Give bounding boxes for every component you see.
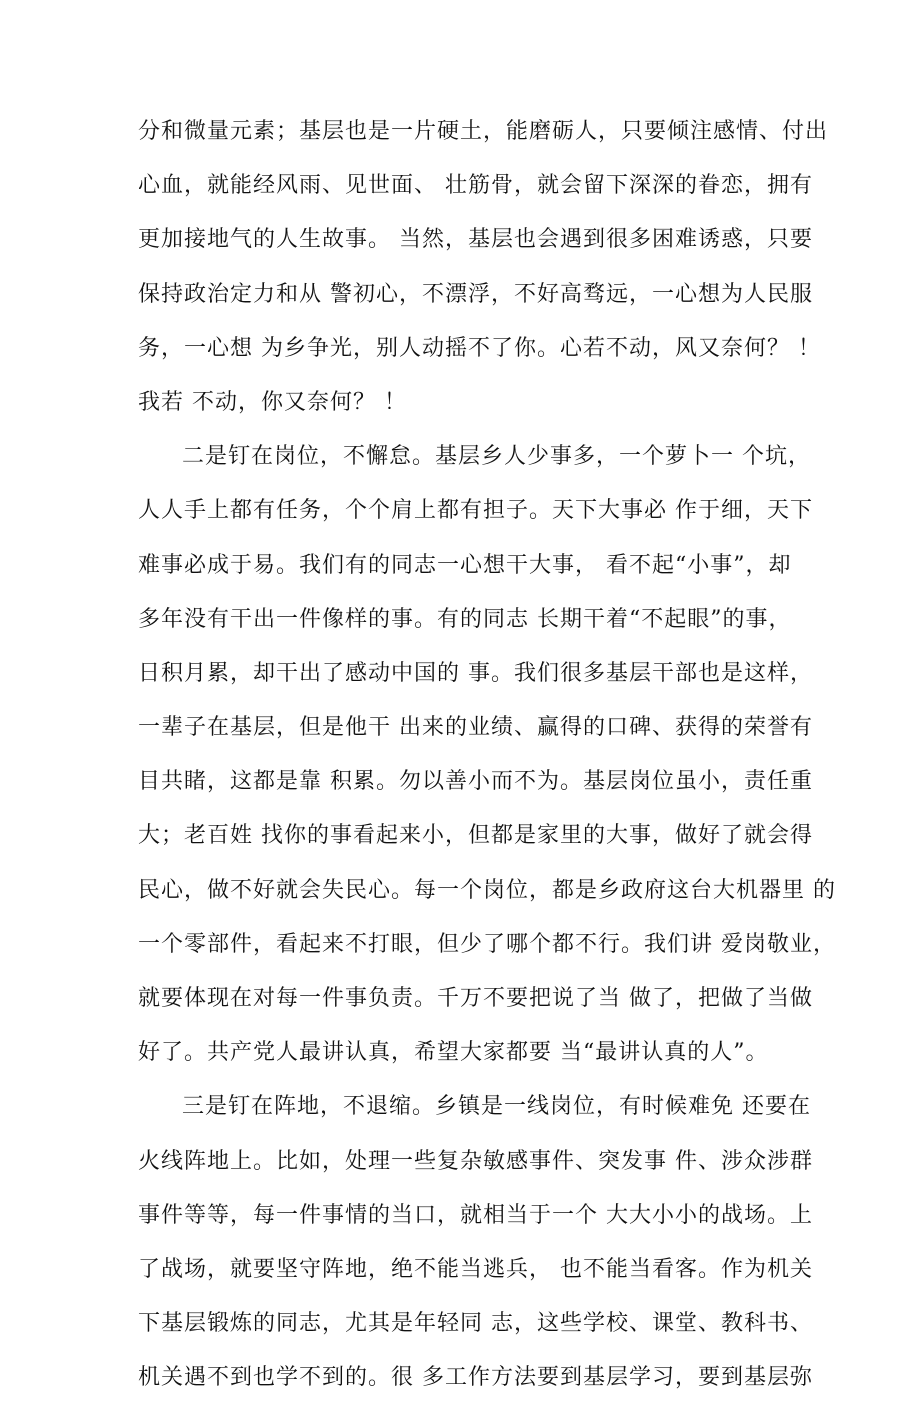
text-line: 日积月累，却干出了感动中国的 事。我们很多基层干部也是这样， <box>138 660 813 686</box>
text-line: 分和微量元素；基层也是一片硬土，能磨砺人，只要倾注感情、付出 <box>138 119 829 144</box>
text-line: 多年没有干出一件像样的事。有的同志 长期干着“不起眼”的事， <box>138 606 792 632</box>
text-line: 一个零部件，看起来不打眼，但少了哪个都不行。我们讲 爱岗敬业， <box>138 931 836 957</box>
text-line: 人人手上都有任务，个个肩上都有担子。天下大事必 作于细，天下 <box>138 498 813 524</box>
text-line: 务，一心想 为乡争光，别人动摇不了你。心若不动，风又奈何？ ！ <box>138 335 821 361</box>
text-line: 我若 不动，你又奈何？ ！ <box>138 389 407 415</box>
text-line: 大；老百姓 找你的事看起来小，但都是家里的大事，做好了就会得 <box>138 823 813 849</box>
text-line: 好了。共产党人最讲认真，希望大家都要 当“最讲认真的人”。 <box>138 1040 769 1066</box>
text-line: 火线阵地上。比如，处理一些复杂敏感事件、突发事 件、涉众涉群 <box>138 1148 813 1174</box>
text-line: 一辈子在基层，但是他干 出来的业绩、赢得的口碑、获得的荣誉有 <box>138 715 813 741</box>
text-line: 难事必成于易。我们有的同志一心想干大事， 看不起“小事”，却 <box>138 552 792 578</box>
paragraph-start-line: 三是钉在阵地，不退缩。乡镇是一线岗位，有时候难免 还要在 <box>182 1094 811 1120</box>
text-line: 了战场，就要坚守阵地，绝不能当逃兵， 也不能当看客。作为机关 <box>138 1256 813 1282</box>
paragraph-start-line: 二是钉在岗位，不懈怠。基层乡人少事多，一个萝卜一 个坑， <box>182 444 811 470</box>
text-line: 心血，就能经风雨、见世面、 壮筋骨，就会留下深深的眷恋，拥有 <box>138 173 813 199</box>
text-line: 下基层锻炼的同志，尤其是年轻同 志，这些学校、课堂、教科书、 <box>138 1311 813 1337</box>
text-line: 事件等等，每一件事情的当口，就相当于一个 大大小小的战场。上 <box>138 1202 813 1228</box>
text-line: 民心，做不好就会失民心。每一个岗位，都是乡政府这台大机器里 的 <box>138 877 836 903</box>
document-body <box>138 112 836 1413</box>
text-line: 机关遇不到也学不到的。很 多工作方法要到基层学习，要到基层弥 <box>138 1365 813 1391</box>
text-line: 就要体现在对每一件事负责。千万不要把说了当 做了，把做了当做 <box>138 986 813 1011</box>
text-line: 目共睹，这都是靠 积累。勿以善小而不为。基层岗位虽小，责任重 <box>138 769 813 795</box>
text-line: 保持政治定力和从 警初心，不漂浮，不好高骛远，一心想为人民服 <box>138 281 813 307</box>
text-line: 更加接地气的人生故事。 当然，基层也会遇到很多困难诱惑，只要 <box>138 227 813 253</box>
